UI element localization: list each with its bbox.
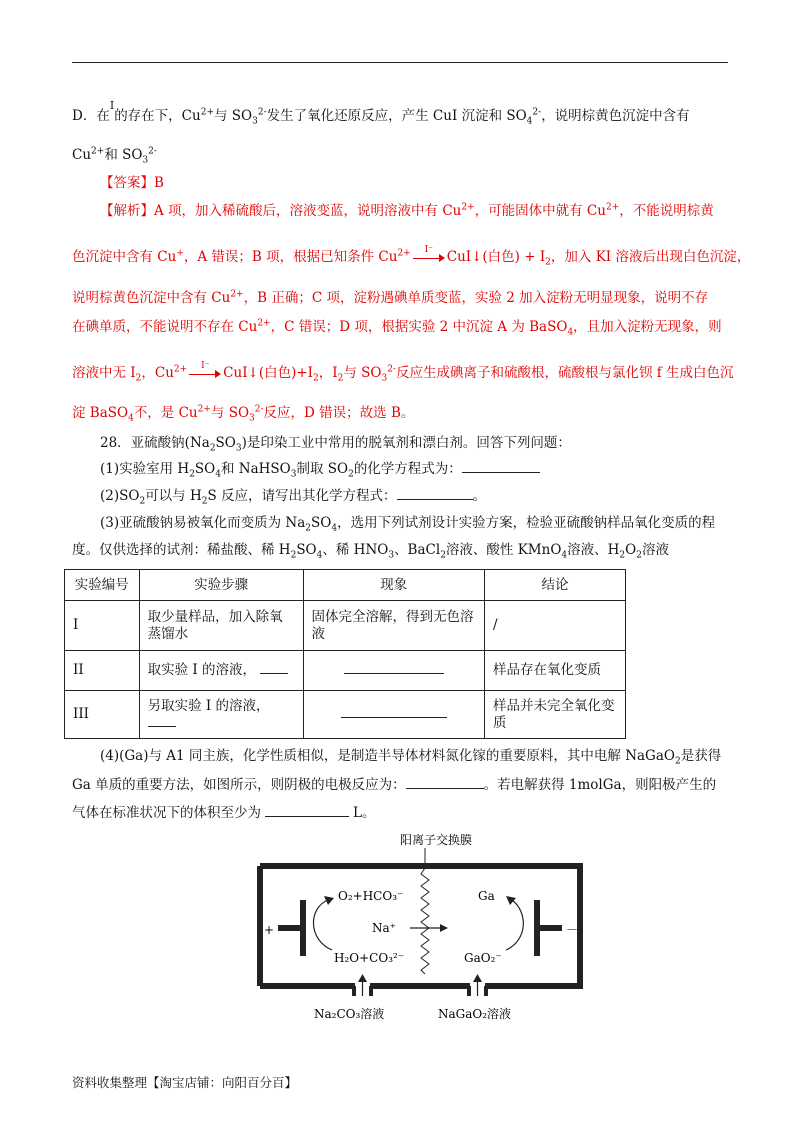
text: L。 <box>353 805 376 821</box>
table-cell: I <box>65 601 140 651</box>
table-header-cell: 现象 <box>303 570 484 601</box>
table-header-cell: 实验编号 <box>65 570 140 601</box>
answer-blank[interactable] <box>397 499 473 500</box>
analysis-line1 <box>100 202 760 220</box>
sup: 2+ <box>91 146 105 157</box>
text: 溶液 <box>641 542 669 558</box>
sup: 2- <box>254 404 264 415</box>
text: ，加入 KI 溶液后出现白色沉淀， <box>550 249 751 265</box>
q28-part4-line3 <box>72 804 732 822</box>
reaction-arrow <box>413 244 445 263</box>
text: 与 SO <box>210 405 250 421</box>
sup: 2+ <box>397 248 411 259</box>
text: 度。仅供选择的试剂：稀盐酸、稀 H <box>72 542 291 558</box>
sub: 2 <box>348 469 354 480</box>
sub: 4 <box>526 116 533 127</box>
text: ，选用下列试剂设计实验方案，检验亚硫酸钠样品氧化变质的程 <box>337 515 716 531</box>
analysis-line6 <box>72 404 732 422</box>
header-rule <box>72 62 728 63</box>
text: D．在 <box>72 108 110 124</box>
table-cell <box>303 691 484 739</box>
text: 【解析】A 项，加入稀硫酸后，溶液变蓝，说明溶液中有 Cu <box>100 203 462 219</box>
answer-blank[interactable] <box>148 726 176 727</box>
inlet-left-arrowhead <box>358 974 367 982</box>
text: SO <box>296 542 317 558</box>
text: 溶液、酸性 KMnO <box>445 542 562 558</box>
text: ，且加入淀粉无现象，则 <box>573 319 722 335</box>
text: SO <box>311 515 332 531</box>
text: 色沉淀中含有 Cu <box>72 249 177 265</box>
cathode-arrowhead <box>506 896 516 905</box>
text: 说明棕黄色沉淀中含有 Cu <box>72 290 231 306</box>
sub: 3 <box>235 443 242 454</box>
table-cell <box>139 651 303 691</box>
text: 是获得 <box>680 748 722 764</box>
sub: 4 <box>561 550 568 561</box>
analysis-line4 <box>72 318 732 336</box>
text: 。 <box>472 488 487 504</box>
option-d-line1 <box>72 98 732 127</box>
anode-reaction-arrow <box>313 900 332 950</box>
answer-blank[interactable] <box>260 673 288 674</box>
arrow-label: I⁻ <box>201 360 210 371</box>
sup: 2- <box>532 107 542 118</box>
sub: 2 <box>313 373 319 384</box>
answer-blank[interactable] <box>462 472 540 473</box>
text: 和 SO <box>104 147 143 163</box>
sup: + <box>176 248 184 259</box>
sup: 2+ <box>197 404 211 415</box>
cathode-reactant-label: GaO₂⁻ <box>464 951 502 965</box>
step-text: 取实验 I 的溶液， <box>147 662 257 678</box>
sup: 2+ <box>173 364 188 375</box>
sup: 2+ <box>605 202 620 213</box>
q28-part3-line1 <box>100 514 760 532</box>
anode-reactant-label: H₂O+CO₃²⁻ <box>334 951 405 965</box>
sub: 2 <box>209 443 216 454</box>
text: (1)实验室用 H <box>100 461 190 477</box>
minus-sign: － <box>566 923 579 937</box>
anode-lead <box>278 925 300 931</box>
sub: 4 <box>128 413 134 424</box>
answer-blank[interactable] <box>344 673 444 674</box>
text: CuI↓(白色) + I <box>446 249 546 265</box>
table-header-row <box>65 570 626 601</box>
text: 、BaCl <box>394 542 441 558</box>
text: (4)(Ga)与 A1 同主族，化学性质相似，是制造半导体材料氮化镓的重要原料，其中电解 NaGaO <box>100 748 675 764</box>
answer-blank[interactable] <box>341 717 447 718</box>
sub: 2 <box>636 550 642 561</box>
text: 、稀 HNO <box>322 542 389 558</box>
text: 反应生成碘离子和硫酸根，硫酸根与氯化钡 f 生成白色沉 <box>395 365 734 381</box>
reaction-arrow <box>189 360 221 379</box>
text: 发生了氧化还原反应，产生 CuI 沉淀和 SO <box>266 108 527 124</box>
table-row <box>65 601 626 651</box>
sub: 2 <box>135 373 142 384</box>
cathode-lead <box>540 925 562 931</box>
plus-sign: + <box>264 923 275 937</box>
arrow-label: I⁻ <box>424 244 434 255</box>
sup: 2+ <box>461 202 475 213</box>
q28-part4-line1 <box>100 747 760 765</box>
text: 反应，D 错误；故选 B。 <box>263 405 415 421</box>
iodide-symbol: I <box>109 98 115 112</box>
text: 不，是 Cu <box>133 405 198 421</box>
sup: 2- <box>387 364 396 375</box>
q28-part1 <box>100 460 760 478</box>
cathode-reaction-arrow <box>506 900 523 950</box>
answer-blank[interactable] <box>406 788 484 789</box>
option-d-line2 <box>72 146 732 164</box>
sub: 2 <box>139 496 146 507</box>
text: ，B 正确；C 项，淀粉遇碘单质变蓝，实验 2 加入淀粉无明显现象，说明不存 <box>243 290 709 306</box>
text: 制取 SO <box>296 461 349 477</box>
sub: 2 <box>440 550 446 561</box>
analysis-line2 <box>72 244 751 268</box>
text: (3)亚硫酸钠易被氧化而变质为 Na <box>100 515 306 531</box>
text: ，C 错误；D 项，根据实验 2 中沉淀 A 为 BaSO <box>270 319 568 335</box>
table-header-cell: 实验步骤 <box>139 570 303 601</box>
table-cell <box>303 651 484 691</box>
anode <box>300 900 306 956</box>
cathode-product-label: Ga <box>478 889 495 903</box>
text: ，Cu <box>141 365 174 381</box>
text: S 反应，请写出其化学方程式： <box>207 488 397 504</box>
text: 溶液中无 I <box>72 365 136 381</box>
q28-intro <box>100 434 760 452</box>
sub: 2 <box>337 373 344 384</box>
sub: 4 <box>215 469 221 480</box>
text: 在碘单质，不能说明不存在 Cu <box>72 319 258 335</box>
sub: 2 <box>290 550 297 561</box>
inlet-right-arrowhead <box>473 974 482 982</box>
text: 的存在下，Cu <box>114 108 201 124</box>
electrolysis-diagram <box>250 828 590 1028</box>
text: ，A 错误；B 项，根据已知条件 Cu <box>183 249 398 265</box>
cell-wall <box>260 866 580 986</box>
text: 与 SO <box>343 365 382 381</box>
sub: 2 <box>674 756 681 767</box>
sub: 2 <box>201 496 208 507</box>
sub: 3 <box>381 373 388 384</box>
answer-blank[interactable] <box>265 816 349 817</box>
text: )是印染工业中常用的脱氧剂和漂白剂。回答下列问题： <box>241 435 571 451</box>
table-cell <box>139 691 303 739</box>
sub: 2 <box>189 469 195 480</box>
sub: 4 <box>316 550 323 561</box>
text: ，I <box>318 365 338 381</box>
text: ，可能固体中就有 Cu <box>474 203 606 219</box>
table-header-cell: 结论 <box>485 570 626 601</box>
sup: 2+ <box>257 318 271 329</box>
text: 28．亚硫酸钠(Na <box>100 435 210 451</box>
table-cell: 固体完全溶解，得到无色溶液 <box>303 601 484 651</box>
text: ，说明棕黄色沉淀中含有 <box>541 108 690 124</box>
text: (2)SO <box>100 488 140 504</box>
cation-exchange-membrane <box>421 868 429 974</box>
sup: 2+ <box>200 107 214 118</box>
cathode <box>534 900 540 956</box>
text: Ga 单质的重要方法，如图所示，则阴极的电极反应为： <box>72 777 406 793</box>
text: CuI↓(白色)+I <box>223 365 314 381</box>
text: 和 NaHSO <box>220 461 291 477</box>
table-cell: III <box>65 691 140 739</box>
analysis-line3 <box>72 289 732 307</box>
text: 可以与 H <box>145 488 202 504</box>
text: SO <box>194 461 216 477</box>
table-cell: 样品并未完全氧化变质 <box>485 691 626 739</box>
sup: 2+ <box>230 289 244 300</box>
step-text: 另取实验 I 的溶液， <box>147 697 270 714</box>
sub: 2 <box>619 550 626 561</box>
sub: 4 <box>567 327 574 338</box>
sub: 2 <box>545 257 551 268</box>
sodium-ion-label: Na⁺ <box>372 921 396 935</box>
sub: 3 <box>388 550 395 561</box>
analysis-line5 <box>72 360 734 384</box>
table-cell: II <box>65 651 140 691</box>
experiment-table <box>64 569 626 739</box>
table-cell: 取少量样品，加入除氧蒸馏水 <box>139 601 303 651</box>
footer-text: 资料收集整理【淘宝店铺：向阳百分百】 <box>72 1075 298 1090</box>
sub: 3 <box>142 155 149 166</box>
sup: 2- <box>148 146 157 157</box>
q28-part4-line2 <box>72 776 732 794</box>
anode-product-label: O₂+HCO₃⁻ <box>338 889 404 903</box>
text: ，不能说明棕黄 <box>619 203 714 219</box>
table-row <box>65 651 626 691</box>
inlet-left-label: Na₂CO₃溶液 <box>314 1007 385 1021</box>
answer-label: 【答案】B <box>100 175 164 191</box>
sodium-arrowhead <box>440 924 448 932</box>
text: 。若电解获得 1molGa，则阳极产生的 <box>483 777 717 793</box>
inlet-right-label: NaGaO₂溶液 <box>438 1007 512 1021</box>
sub: 3 <box>290 469 297 480</box>
sub: 3 <box>252 116 258 127</box>
text: 的化学方程式为： <box>353 461 462 477</box>
text: Cu <box>72 147 92 163</box>
sub: 2 <box>305 523 312 534</box>
table-row <box>65 691 626 739</box>
table-cell: / <box>485 601 626 651</box>
table-cell: 样品存在氧化变质 <box>485 651 626 691</box>
text: 与 SO <box>214 108 253 124</box>
q28-part2 <box>100 487 760 505</box>
text: 溶液、H <box>567 542 620 558</box>
membrane-label: 阳离子交换膜 <box>400 833 473 847</box>
q28-part3-line2 <box>72 541 732 559</box>
text: O <box>625 542 637 558</box>
sub: 4 <box>331 523 338 534</box>
sup: 2- <box>257 107 267 118</box>
text: 淀 BaSO <box>72 405 129 421</box>
sub: 3 <box>249 413 255 424</box>
text: 气体在标准状况下的体积至少为 <box>72 805 261 821</box>
text: SO <box>215 435 236 451</box>
